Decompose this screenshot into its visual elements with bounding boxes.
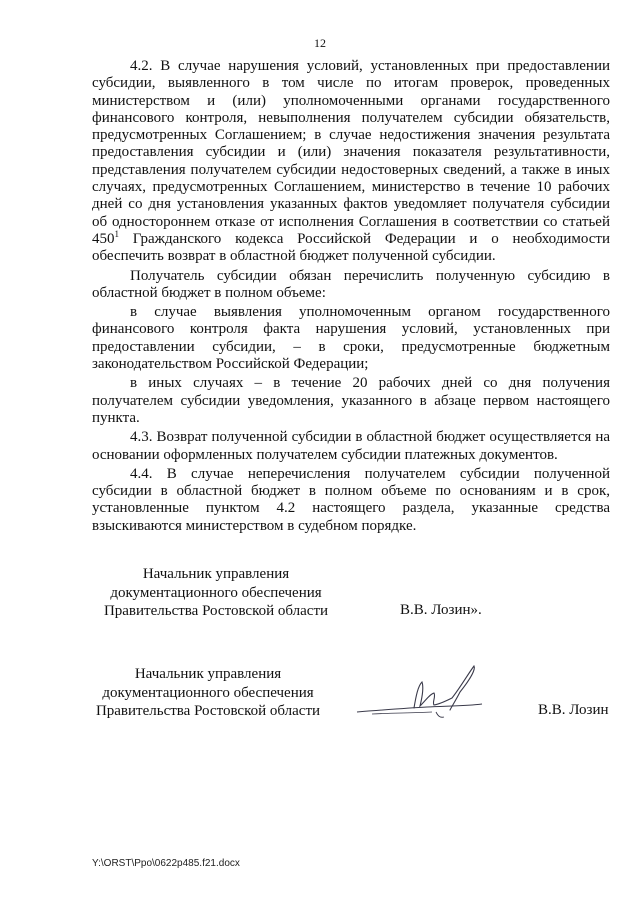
signature-block-outer — [84, 665, 332, 721]
paragraph-other-cases: в иных случаях – в течение 20 рабочих дней со дня получения получателем субсидии уведомления, указанного в абзаце первом настоящего пункта. — [92, 375, 610, 426]
page-number: 12 — [314, 36, 326, 50]
document-body — [92, 58, 610, 537]
paragraph-return-obligation: Получатель субсидии обязан перечислить полученную субсидию в областной бюджет в полном объеме: — [92, 267, 610, 301]
signature-title-line: Начальник управления — [134, 666, 282, 682]
paragraph-4-2-tail: Гражданского кодекса Российской Федерации и о необходимости обеспечить возврат в областной бюджет полученной субсидии. — [92, 230, 610, 265]
footnote-superscript: 1 — [114, 228, 119, 239]
signature-title-line: Правительства Ростовской области — [95, 703, 321, 719]
file-path-footer: Y:\ORST\Ppo\0622p485.f21.docx — [92, 858, 240, 869]
signature-title-line: документационного обеспечения — [102, 684, 314, 701]
signature-block-inner — [92, 565, 340, 621]
paragraph-4-2-text: 4.2. В случае нарушения условий, установленных при предоставлении субсидии, выявленного в том числе по итогам проверок, проведенных министерством и (или) уполномоченными органами государственного финансового контроля, невыполнения получателем субсидии обязательств, предусмотренных Соглашением; в случае недостижения значения результата предоставления субсидии и (или) значения показателя результативности, представления получателем субсидии недостоверных сведений, а также в иных случаях, предусмотренных Соглашением, министерство в течение 10 рабочих дней со дня установления указанных фактов уведомляет получателя субсидии об одностороннем отказе от исполнения Соглашения в соответствии со статьей 450 — [92, 58, 610, 247]
paragraph-4-4: 4.4. В случае неперечисления получателем субсидии полученной субсидии в областной бюджет в полном объеме по основаниям и в срок, установленные пунктом 4.2 настоящего раздела, указанные средства взыскиваются министерством в судебном порядке. — [92, 465, 610, 534]
signature-title-line: Правительства Ростовской области — [103, 603, 329, 619]
signature-name-outer: В.В. Лозин — [538, 702, 609, 718]
paragraph-4-2 — [92, 58, 610, 266]
paragraph-control-case: в случае выявления уполномоченным органом государственного финансового контроля факта нарушения условий, установленных при предоставлении субсидии, – в сроки, предусмотренные бюджетным законодательством Российской Федерации; — [92, 304, 610, 373]
signature-name-inner: В.В. Лозин». — [400, 602, 482, 618]
handwritten-signature — [352, 660, 492, 730]
signature-title-line: документационного обеспечения — [110, 584, 322, 601]
paragraph-4-3: 4.3. Возврат полученной субсидии в областной бюджет осуществляется на основании оформленных получателем субсидии платежных документов. — [92, 429, 610, 463]
signature-title-line: Начальник управления — [142, 566, 290, 582]
